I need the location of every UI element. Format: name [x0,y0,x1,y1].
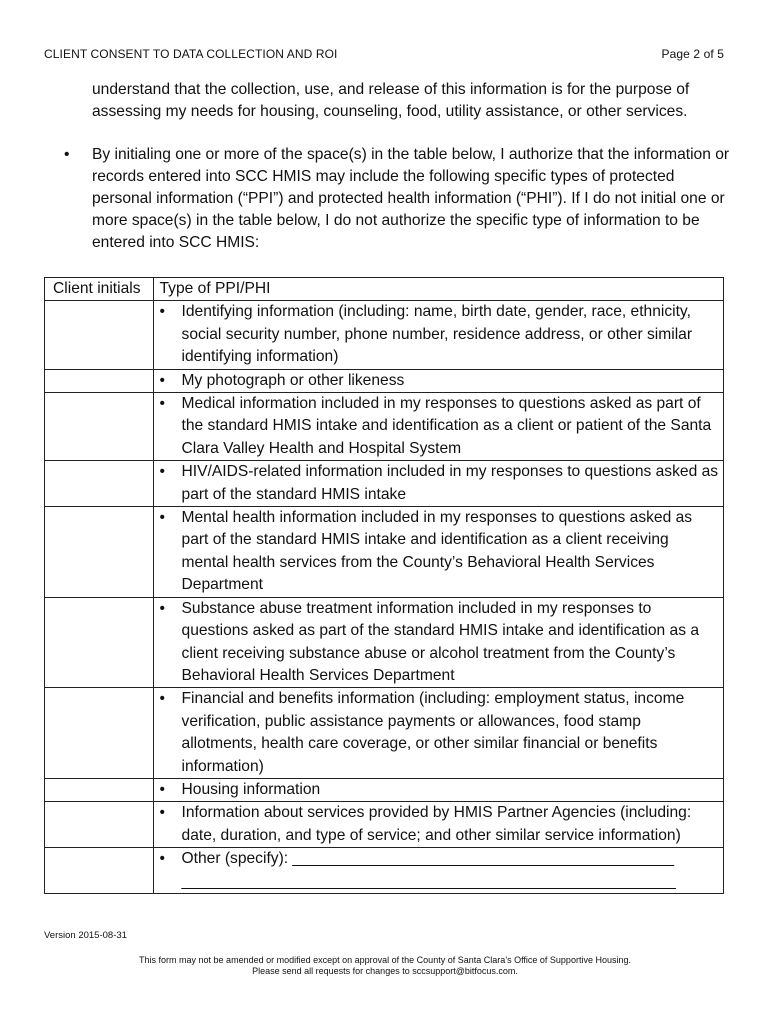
table-row [45,802,724,848]
ppi-type-text: Information about services provided by HMIS Partner Agencies (including: date, duration, and type of service; and other similar service information) [181,804,692,844]
ppi-phi-table [44,277,724,894]
initials-field-other[interactable] [45,848,154,894]
ppi-type-cell [153,393,723,461]
ppi-type-cell [153,369,723,392]
ppi-type-cell [153,802,723,848]
initials-field-financial[interactable] [45,688,154,779]
bullet-icon: • [159,303,165,321]
ppi-type-text: Medical information included in my responses to questions asked as part of the standard HMIS intake and identification as a client or patient of the Santa Clara Valley Health and Hospital System [181,395,712,457]
form-title: CLIENT CONSENT TO DATA COLLECTION AND ROI [44,47,338,61]
bullet-icon: • [159,850,165,868]
header-client-initials: Client initials [45,278,154,301]
initials-field-photograph[interactable] [45,369,154,392]
ppi-type-text: Identifying information (including: name, birth date, gender, race, ethnicity, social security number, phone number, residence address, or other similar identifying information) [181,303,693,366]
initials-field-partner-services[interactable] [45,802,154,848]
table-row [45,597,724,688]
table-row [45,778,724,801]
header-type-of-ppi-phi: Type of PPI/PHI [153,278,723,301]
ppi-type-text: My photograph or other likeness [181,371,405,389]
table-row [45,461,724,507]
footer-line-2: Please send all requests for changes to sccsupport@bitfocus.com. [252,966,518,976]
footer-line-1: This form may not be amended or modified except on approval of the County of Santa Clara’s Office of Supportive Housing. [139,955,631,965]
ppi-type-cell [153,688,723,779]
ppi-type-text: Mental health information included in my responses to questions asked as part of the standard HMIS intake and identification as a client receiving mental health services from the County’s Behavioral Health Services Department [181,509,693,594]
table-row [45,393,724,461]
initials-field-mental-health[interactable] [45,507,154,598]
table-header-row [45,278,724,301]
ppi-type-text: Financial and benefits information (including: employment status, income verification, public assistance payments or allowances, food stamp allotments, health care coverage, or other similar financial or benefits information) [181,690,685,775]
table-row [45,848,724,894]
bullet-icon: • [159,780,165,798]
initials-field-housing[interactable] [45,778,154,801]
bullet-icon: • [159,395,165,413]
bullet-icon: • [64,146,70,163]
table-row [45,369,724,392]
bullet-icon: • [159,804,165,822]
ppi-type-cell [153,848,723,894]
initials-field-identifying[interactable] [45,301,154,369]
version-label: Version 2015-08-31 [44,930,127,941]
initials-field-medical[interactable] [45,393,154,461]
continuation-paragraph: understand that the collection, use, and release of this information is for the purpose of assessing my needs for housing, counseling, food, utility assistance, or other services. [92,81,690,120]
initials-field-hiv-aids[interactable] [45,461,154,507]
bullet-icon: • [159,599,165,617]
initials-field-substance-abuse[interactable] [45,597,154,688]
page-footer [0,955,770,977]
ppi-type-text: Substance abuse treatment information included in my responses to questions asked as part of the standard HMIS intake and identification as a client receiving substance abuse or alcohol treatment from the County’s Behavioral Health Services Department [181,599,700,684]
ppi-type-cell [153,778,723,801]
ppi-type-text: Housing information [181,780,321,798]
ppi-type-cell [153,597,723,688]
page-header [44,47,724,65]
table-row [45,301,724,369]
bullet-icon: • [159,463,165,481]
page-number: Page 2 of 5 [661,47,724,61]
ppi-type-text: HIV/AIDS-related information included in my responses to questions asked as part of the standard HMIS intake [181,463,719,503]
table-row [45,507,724,598]
bullet-icon: • [159,690,165,708]
authorization-text: By initialing one or more of the space(s) in the table below, I authorize that the information or records entered into SCC HMIS may include the following specific types of protected personal information (“PPI”) and protected health information (“PHI”). If I do not initial one or more space(s) in the table below, I do not authorize the specific type of information to be entered into SCC HMIS: [92,146,730,251]
bullet-icon: • [159,371,165,389]
authorization-paragraph [64,144,734,254]
other-specify-text[interactable]: Other (specify): ____________________________________________ _________________________________________________________ [181,850,676,890]
table-row [45,688,724,779]
ppi-type-cell [153,461,723,507]
bullet-icon: • [159,509,165,527]
ppi-type-cell [153,301,723,369]
ppi-type-cell [153,507,723,598]
